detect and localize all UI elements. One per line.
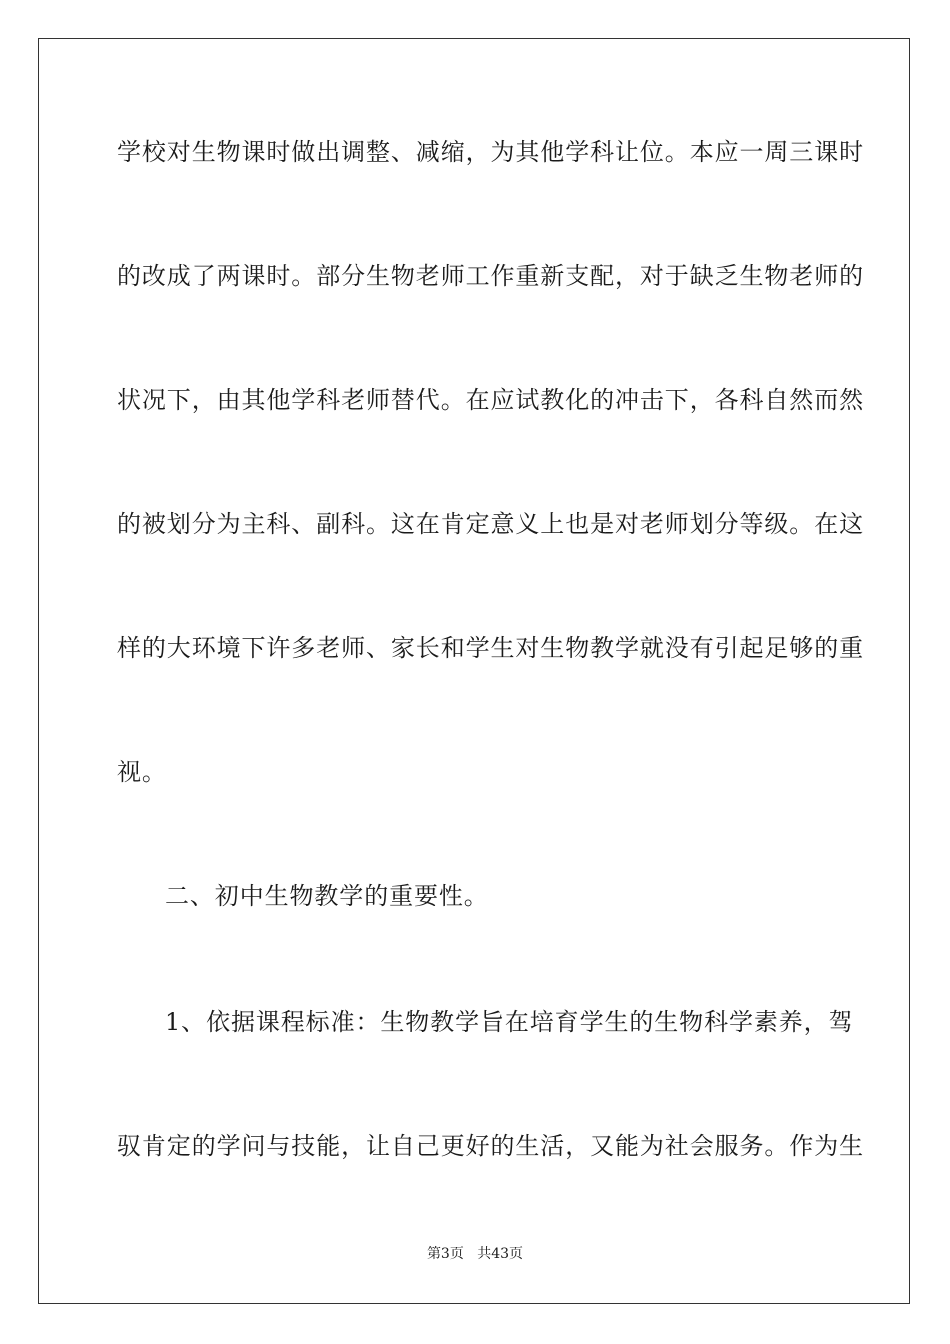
paragraph-line: 样的大环境下许多老师、家长和学生对生物教学就没有引起足够的重 [117,634,864,662]
paragraph-line: 1、依据课程标准：生物教学旨在培育学生的生物科学素养，驾 [165,1008,854,1036]
page-footer [0,1245,950,1263]
paragraph-line: 视。 [117,758,167,786]
paragraph-line: 状况下，由其他学科老师替代。在应试教化的冲击下，各科自然而然 [117,386,864,414]
paragraph-line: 驭肯定的学问与技能，让自己更好的生活，又能为社会服务。作为生 [117,1132,864,1160]
paragraph-line: 的改成了两课时。部分生物老师工作重新支配，对于缺乏生物老师的 [117,262,864,290]
page-number: 第3页 [426,1246,464,1262]
page-border [38,38,910,1304]
paragraph-line: 的被划分为主科、副科。这在肯定意义上也是对老师划分等级。在这 [117,510,864,538]
total-pages: 共43页 [477,1246,524,1262]
section-heading: 二、初中生物教学的重要性。 [165,882,489,910]
paragraph-line: 学校对生物课时做出调整、减缩，为其他学科让位。本应一周三课时 [117,138,864,166]
